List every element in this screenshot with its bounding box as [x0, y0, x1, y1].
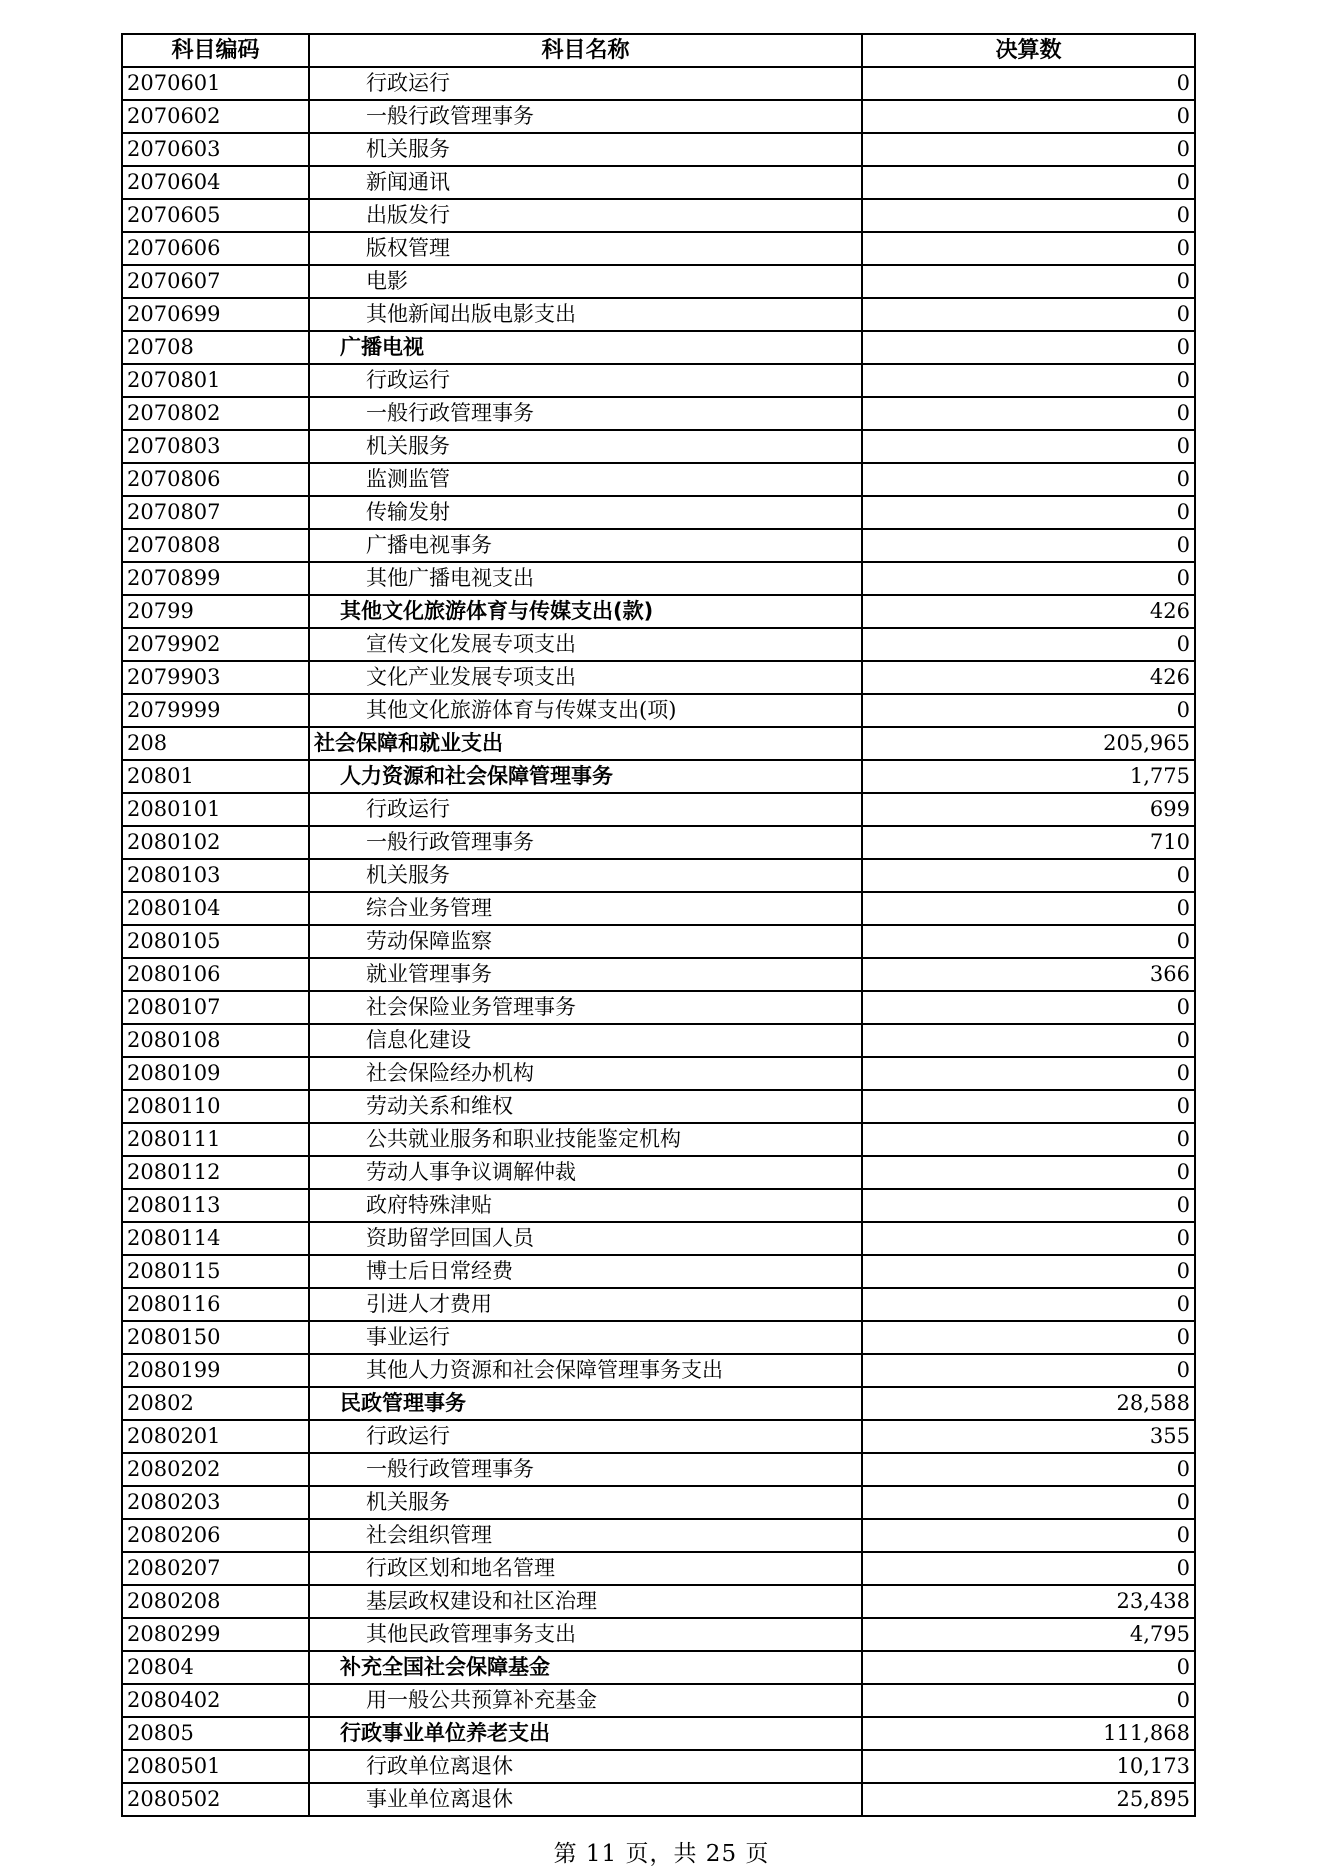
table-row — [122, 1717, 1195, 1750]
name-cell: 机关服务 — [309, 1486, 862, 1519]
code-cell: 2080502 — [122, 1783, 309, 1816]
table-row — [122, 1651, 1195, 1684]
name-cell: 社会保障和就业支出 — [309, 727, 862, 760]
table-row — [122, 1024, 1195, 1057]
amount-cell: 0 — [862, 1222, 1195, 1255]
amount-cell: 4,795 — [862, 1618, 1195, 1651]
amount-cell: 366 — [862, 958, 1195, 991]
code-cell: 2080150 — [122, 1321, 309, 1354]
code-cell: 2080112 — [122, 1156, 309, 1189]
amount-cell: 0 — [862, 430, 1195, 463]
code-cell: 2070899 — [122, 562, 309, 595]
amount-cell: 426 — [862, 661, 1195, 694]
amount-cell: 0 — [862, 991, 1195, 1024]
name-cell: 社会保险经办机构 — [309, 1057, 862, 1090]
name-cell: 其他人力资源和社会保障管理事务支出 — [309, 1354, 862, 1387]
amount-cell: 0 — [862, 166, 1195, 199]
name-cell: 其他文化旅游体育与传媒支出(款) — [309, 595, 862, 628]
name-cell: 事业单位离退休 — [309, 1783, 862, 1816]
name-cell: 一般行政管理事务 — [309, 1453, 862, 1486]
name-cell: 出版发行 — [309, 199, 862, 232]
code-cell: 2080501 — [122, 1750, 309, 1783]
code-cell: 2070802 — [122, 397, 309, 430]
amount-cell: 0 — [862, 1321, 1195, 1354]
table-row — [122, 793, 1195, 826]
table-row — [122, 67, 1195, 100]
amount-cell: 23,438 — [862, 1585, 1195, 1618]
name-cell: 信息化建设 — [309, 1024, 862, 1057]
code-cell: 208 — [122, 727, 309, 760]
name-cell: 补充全国社会保障基金 — [309, 1651, 862, 1684]
code-cell: 2080103 — [122, 859, 309, 892]
code-cell: 2070801 — [122, 364, 309, 397]
name-cell: 其他广播电视支出 — [309, 562, 862, 595]
table-row — [122, 199, 1195, 232]
amount-cell: 0 — [862, 1090, 1195, 1123]
table-row — [122, 1453, 1195, 1486]
code-cell: 2080110 — [122, 1090, 309, 1123]
amount-cell: 0 — [862, 1123, 1195, 1156]
table-row — [122, 1387, 1195, 1420]
code-cell: 20802 — [122, 1387, 309, 1420]
table-row — [122, 331, 1195, 364]
table-row — [122, 1486, 1195, 1519]
amount-cell: 0 — [862, 265, 1195, 298]
table-row — [122, 628, 1195, 661]
table-header-row — [122, 34, 1195, 67]
code-cell: 2080402 — [122, 1684, 309, 1717]
name-cell: 民政管理事务 — [309, 1387, 862, 1420]
name-cell: 行政运行 — [309, 364, 862, 397]
name-cell: 社会保险业务管理事务 — [309, 991, 862, 1024]
table-row — [122, 298, 1195, 331]
code-cell: 2080203 — [122, 1486, 309, 1519]
amount-cell: 0 — [862, 298, 1195, 331]
amount-cell: 0 — [862, 67, 1195, 100]
table-row — [122, 364, 1195, 397]
code-cell: 2080108 — [122, 1024, 309, 1057]
amount-cell: 0 — [862, 628, 1195, 661]
amount-cell: 0 — [862, 1024, 1195, 1057]
code-cell: 20805 — [122, 1717, 309, 1750]
code-cell: 2080102 — [122, 826, 309, 859]
amount-cell: 710 — [862, 826, 1195, 859]
name-cell: 就业管理事务 — [309, 958, 862, 991]
name-cell: 其他新闻出版电影支出 — [309, 298, 862, 331]
table-row — [122, 166, 1195, 199]
amount-cell: 426 — [862, 595, 1195, 628]
name-cell: 新闻通讯 — [309, 166, 862, 199]
code-cell: 2080105 — [122, 925, 309, 958]
amount-cell: 0 — [862, 1651, 1195, 1684]
name-cell: 资助留学回国人员 — [309, 1222, 862, 1255]
amount-cell: 0 — [862, 1354, 1195, 1387]
code-cell: 2080206 — [122, 1519, 309, 1552]
budget-table — [121, 33, 1196, 1817]
name-cell: 基层政权建设和社区治理 — [309, 1585, 862, 1618]
name-cell: 其他民政管理事务支出 — [309, 1618, 862, 1651]
name-cell: 人力资源和社会保障管理事务 — [309, 760, 862, 793]
amount-cell: 0 — [862, 1684, 1195, 1717]
code-cell: 2080299 — [122, 1618, 309, 1651]
code-cell: 20708 — [122, 331, 309, 364]
amount-cell: 205,965 — [862, 727, 1195, 760]
amount-cell: 0 — [862, 529, 1195, 562]
name-cell: 行政运行 — [309, 793, 862, 826]
name-cell: 电影 — [309, 265, 862, 298]
code-cell: 2080201 — [122, 1420, 309, 1453]
table-row — [122, 991, 1195, 1024]
name-cell: 公共就业服务和职业技能鉴定机构 — [309, 1123, 862, 1156]
table-row — [122, 1222, 1195, 1255]
code-cell: 2070601 — [122, 67, 309, 100]
name-cell: 一般行政管理事务 — [309, 397, 862, 430]
code-cell: 2080101 — [122, 793, 309, 826]
table-row — [122, 1519, 1195, 1552]
code-cell: 2070803 — [122, 430, 309, 463]
table-row — [122, 661, 1195, 694]
table-body — [122, 67, 1195, 1816]
amount-cell: 0 — [862, 1453, 1195, 1486]
name-cell: 机关服务 — [309, 133, 862, 166]
table-row — [122, 100, 1195, 133]
table-row — [122, 694, 1195, 727]
table-row — [122, 1783, 1195, 1816]
table-row — [122, 1189, 1195, 1222]
table-row — [122, 925, 1195, 958]
table-row — [122, 1618, 1195, 1651]
code-cell: 2080207 — [122, 1552, 309, 1585]
name-cell: 综合业务管理 — [309, 892, 862, 925]
name-cell: 行政运行 — [309, 1420, 862, 1453]
code-cell: 2079999 — [122, 694, 309, 727]
amount-cell: 0 — [862, 562, 1195, 595]
page-number: 第 11 页，共 25 页 — [553, 1841, 770, 1867]
table-row — [122, 133, 1195, 166]
amount-cell: 0 — [862, 1057, 1195, 1090]
code-cell: 2080115 — [122, 1255, 309, 1288]
name-cell: 行政运行 — [309, 67, 862, 100]
table-row — [122, 1420, 1195, 1453]
table-row — [122, 265, 1195, 298]
amount-cell: 355 — [862, 1420, 1195, 1453]
code-cell: 2080114 — [122, 1222, 309, 1255]
amount-cell: 1,775 — [862, 760, 1195, 793]
name-cell: 劳动保障监察 — [309, 925, 862, 958]
amount-cell: 0 — [862, 1255, 1195, 1288]
table-row — [122, 562, 1195, 595]
name-cell: 机关服务 — [309, 430, 862, 463]
name-cell: 宣传文化发展专项支出 — [309, 628, 862, 661]
name-cell: 一般行政管理事务 — [309, 826, 862, 859]
code-cell: 2080208 — [122, 1585, 309, 1618]
code-cell: 2080111 — [122, 1123, 309, 1156]
table-row — [122, 463, 1195, 496]
name-cell: 一般行政管理事务 — [309, 100, 862, 133]
code-cell: 2070607 — [122, 265, 309, 298]
amount-cell: 0 — [862, 1519, 1195, 1552]
code-cell: 20799 — [122, 595, 309, 628]
name-cell: 广播电视 — [309, 331, 862, 364]
table-row — [122, 529, 1195, 562]
name-cell: 事业运行 — [309, 1321, 862, 1354]
amount-cell: 0 — [862, 1552, 1195, 1585]
amount-cell: 0 — [862, 496, 1195, 529]
code-cell: 2070806 — [122, 463, 309, 496]
table-row — [122, 232, 1195, 265]
code-cell: 2070606 — [122, 232, 309, 265]
code-cell: 2080116 — [122, 1288, 309, 1321]
code-cell: 2080109 — [122, 1057, 309, 1090]
name-cell: 监测监管 — [309, 463, 862, 496]
amount-cell: 0 — [862, 463, 1195, 496]
table-row — [122, 892, 1195, 925]
table-row — [122, 1684, 1195, 1717]
code-cell: 2070699 — [122, 298, 309, 331]
name-cell: 版权管理 — [309, 232, 862, 265]
table-row — [122, 1255, 1195, 1288]
amount-cell: 0 — [862, 859, 1195, 892]
amount-cell: 699 — [862, 793, 1195, 826]
table-row — [122, 1288, 1195, 1321]
table-row — [122, 859, 1195, 892]
table-row — [122, 1123, 1195, 1156]
code-cell: 2080113 — [122, 1189, 309, 1222]
table-row — [122, 1057, 1195, 1090]
code-cell: 2070604 — [122, 166, 309, 199]
header-code: 科目编码 — [122, 34, 309, 67]
amount-cell: 0 — [862, 232, 1195, 265]
table-row — [122, 958, 1195, 991]
code-cell: 2080107 — [122, 991, 309, 1024]
amount-cell: 0 — [862, 892, 1195, 925]
code-cell: 2070603 — [122, 133, 309, 166]
code-cell: 2080106 — [122, 958, 309, 991]
table-row — [122, 1156, 1195, 1189]
amount-cell: 0 — [862, 397, 1195, 430]
code-cell: 20804 — [122, 1651, 309, 1684]
name-cell: 文化产业发展专项支出 — [309, 661, 862, 694]
amount-cell: 0 — [862, 331, 1195, 364]
name-cell: 引进人才费用 — [309, 1288, 862, 1321]
code-cell: 2070808 — [122, 529, 309, 562]
code-cell: 2080202 — [122, 1453, 309, 1486]
name-cell: 社会组织管理 — [309, 1519, 862, 1552]
table-row — [122, 397, 1195, 430]
code-cell: 2080199 — [122, 1354, 309, 1387]
table-row — [122, 595, 1195, 628]
amount-cell: 25,895 — [862, 1783, 1195, 1816]
name-cell: 行政事业单位养老支出 — [309, 1717, 862, 1750]
code-cell: 2070602 — [122, 100, 309, 133]
table-row — [122, 1090, 1195, 1123]
amount-cell: 111,868 — [862, 1717, 1195, 1750]
name-cell: 行政单位离退休 — [309, 1750, 862, 1783]
code-cell: 2079902 — [122, 628, 309, 661]
header-amount: 决算数 — [862, 34, 1195, 67]
table-row — [122, 826, 1195, 859]
table-row — [122, 430, 1195, 463]
table-row — [122, 760, 1195, 793]
amount-cell: 0 — [862, 1189, 1195, 1222]
amount-cell: 10,173 — [862, 1750, 1195, 1783]
amount-cell: 0 — [862, 925, 1195, 958]
code-cell: 2080104 — [122, 892, 309, 925]
name-cell: 行政区划和地名管理 — [309, 1552, 862, 1585]
amount-cell: 0 — [862, 133, 1195, 166]
name-cell: 博士后日常经费 — [309, 1255, 862, 1288]
amount-cell: 0 — [862, 364, 1195, 397]
name-cell: 劳动关系和维权 — [309, 1090, 862, 1123]
amount-cell: 0 — [862, 1156, 1195, 1189]
name-cell: 政府特殊津贴 — [309, 1189, 862, 1222]
code-cell: 2070605 — [122, 199, 309, 232]
name-cell: 其他文化旅游体育与传媒支出(项) — [309, 694, 862, 727]
amount-cell: 0 — [862, 100, 1195, 133]
name-cell: 劳动人事争议调解仲裁 — [309, 1156, 862, 1189]
name-cell: 传输发射 — [309, 496, 862, 529]
name-cell: 用一般公共预算补充基金 — [309, 1684, 862, 1717]
amount-cell: 0 — [862, 1486, 1195, 1519]
name-cell: 机关服务 — [309, 859, 862, 892]
table-row — [122, 1750, 1195, 1783]
table-row — [122, 1321, 1195, 1354]
amount-cell: 28,588 — [862, 1387, 1195, 1420]
amount-cell: 0 — [862, 199, 1195, 232]
amount-cell: 0 — [862, 694, 1195, 727]
code-cell: 20801 — [122, 760, 309, 793]
table-row — [122, 1585, 1195, 1618]
amount-cell: 0 — [862, 1288, 1195, 1321]
table-row — [122, 1552, 1195, 1585]
header-name: 科目名称 — [309, 34, 862, 67]
name-cell: 广播电视事务 — [309, 529, 862, 562]
table-row — [122, 727, 1195, 760]
table-row — [122, 1354, 1195, 1387]
code-cell: 2070807 — [122, 496, 309, 529]
code-cell: 2079903 — [122, 661, 309, 694]
table-row — [122, 496, 1195, 529]
